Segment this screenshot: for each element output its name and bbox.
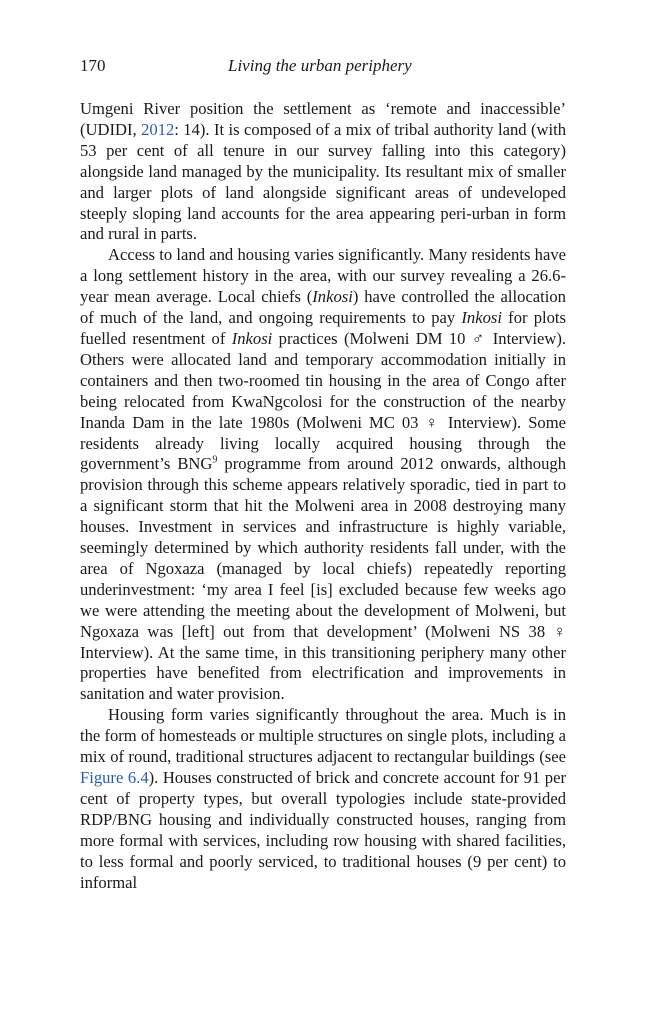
- body-text: [80, 99, 566, 893]
- page-header: [80, 56, 566, 80]
- italic-term: Inkosi: [312, 287, 353, 307]
- text-segment: ). Houses constructed of brick and concrete account for 91 per cent of property types, but overall typologies include state-provided RDP/BNG housing and individually constructed houses, ranging from more formal with services, including row housing with shared facilities, to less formal and poorly serviced, to traditional houses (9 per cent) to informal: [80, 768, 566, 892]
- text-segment: : 14). It is composed of a mix of tribal authority land (with 53 per cent of all tenure in our survey falling into this category) alongside land managed by the municipality. Its resultant mix of smaller and larger plots of land alongside significant areas of undeveloped steeply sloping land accounts for the area appearing peri-urban in form and rural in parts.: [80, 119, 566, 244]
- paragraph-2: [80, 245, 566, 705]
- text-segment: ) have controlled the allocation of much of the land, and ongoing requirements to pay: [80, 287, 566, 328]
- paragraph-1: [80, 99, 566, 245]
- text-segment: Access to land and housing varies significantly. Many residents have a long settlement history in the area, with our survey revealing a 26.6-year mean average. Local chiefs (: [80, 245, 566, 307]
- citation-link-2012[interactable]: 2012: [141, 119, 175, 139]
- italic-term: Inkosi: [231, 328, 273, 348]
- text-segment: Housing form varies significantly throughout the area. Much is in the form of homesteads or multiple structures on single plots, including a mix of round, traditional structures adjacent to rectangular buildings (see: [80, 705, 566, 767]
- paragraph-3: [80, 705, 566, 893]
- text-segment: Umgeni River position the settlement as ‘remote and inaccessible’ (UDIDI,: [80, 99, 566, 139]
- text-segment: programme from around 2012 onwards, although provision through this scheme appears relatively sporadic, tied in part to a significant storm that hit the Molweni area in 2008 destroying many houses. Investment in services and infrastructure is highly variable, seemingly determined by which authority residents fall under, with the area of Ngoxaza (managed by local chiefs) repeatedly reporting underinvestment: ‘my area I feel [is] excluded because few weeks ago we were attending the meeting about the development of Molweni, but Ngoxaza was [left] out from that development’ (Molweni NS 38 ♀ Interview). At the same time, in this transitioning periphery many other properties have benefited from electrification and improvements in sanitation and water provision.: [80, 454, 566, 704]
- text-segment: practices (Molweni DM 10 ♂ Interview). Others were allocated land and temporary accommodation initially in containers and then two-roomed tin housing in the area of Congo after being relocated from KwaNgcolosi for the construction of the nearby Inanda Dam in the late 1980s (Molweni MC 03 ♀ Interview). Some residents already living locally acquired housing through the government’s BNG: [80, 328, 567, 474]
- text-segment: for plots fuelled resentment of: [80, 308, 567, 348]
- figure-link-6-4[interactable]: Figure 6.4: [80, 768, 149, 787]
- page-number: 170: [80, 56, 106, 75]
- footnote-marker[interactable]: 9: [212, 454, 218, 466]
- italic-term: Inkosi: [461, 308, 502, 328]
- running-title: Living the urban periphery: [228, 56, 412, 75]
